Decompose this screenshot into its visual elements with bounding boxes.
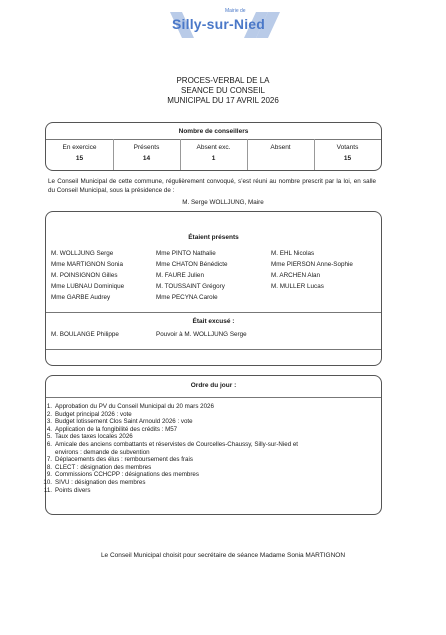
agenda-item: SIVU : désignation des membres: [55, 479, 146, 486]
title-line-3: MUNICIPAL DU 17 AVRIL 2026: [167, 96, 279, 105]
member-name: Mme PINTO Nathalie: [156, 250, 216, 257]
col-absent: Absent: [270, 144, 291, 151]
presents-header: Étaient présents: [188, 234, 239, 241]
logo-mairie-text: Mairie de: [225, 8, 246, 14]
member-name: M. POINSIGNON Gilles: [51, 272, 118, 279]
val-votants: 15: [343, 155, 352, 162]
agenda-item-continuation: environs : demande de subvention: [55, 448, 150, 456]
intro-paragraph: Le Conseil Municipal de cette commune, régulièrement convoqué, s’est réuni au nombre prescrit par la loi, en salle du Conseil Municipal, sous la présidence de :: [48, 178, 376, 194]
logo-town-name: Silly-sur-Nied: [172, 16, 266, 32]
member-name: Mme CHATON Bénédicte: [156, 261, 228, 268]
val-en-exercice: 15: [75, 155, 84, 162]
col-votants: Votants: [336, 144, 359, 151]
agenda-item: Commissions CCHCPP : désignations des membres: [55, 471, 199, 479]
title-line-2: SEANCE DU CONSEIL: [180, 86, 266, 95]
agenda-item: Taux des taxes locales 2026: [55, 433, 133, 441]
attendance-box: [45, 211, 382, 366]
val-presents: 14: [142, 155, 151, 162]
member-name: M. FAURE Julien: [156, 272, 204, 279]
member-name: Mme GARBE Audrey: [51, 294, 111, 301]
member-name: M. ARCHEN Alan: [271, 272, 320, 279]
president-line: M. Serge WOLLJUNG, Maire: [182, 199, 264, 206]
agenda-item: CLECT : désignation des membres: [55, 463, 152, 471]
agenda-item-number: 8.: [46, 463, 52, 471]
agenda-item: Budget lotissement Clos Saint Arnould 2026 : vote: [55, 418, 193, 426]
excused-member: M. BOULANGE Philippe: [51, 331, 119, 338]
counts-header: Nombre de conseillers: [178, 128, 249, 135]
pouvoir-text: Pouvoir à M. WOLLJUNG Serge: [156, 331, 247, 338]
agenda-item: Points divers: [55, 486, 91, 494]
agenda-item-number: 1.: [46, 403, 52, 410]
col-en-exercice: En exercice: [62, 144, 97, 151]
excuses-header: Était excusé :: [192, 318, 235, 325]
town-logo: [170, 8, 280, 42]
agenda-item-number: 5.: [46, 433, 52, 441]
val-absent-exc: 1: [211, 155, 216, 162]
agenda-item: Amicale des anciens combattants et réservistes de Courcelles-Chaussy, Silly-sur-Nied et: [55, 441, 299, 448]
member-name: Mme MARTIGNON Sonia: [51, 261, 123, 268]
agenda-header: Ordre du jour :: [190, 382, 237, 389]
member-name: M. MULLER Lucas: [271, 283, 324, 290]
member-name: Mme LUBNAU Dominique: [51, 283, 125, 290]
col-presents: Présents: [133, 144, 160, 151]
agenda-item-number: 7.: [46, 456, 52, 464]
secretary-statement: Le Conseil Municipal choisit pour secrétaire de séance Madame Sonia MARTIGNON: [100, 552, 346, 559]
agenda-item-number: 3.: [46, 418, 52, 426]
member-name: M. WOLLJUNG Serge: [51, 250, 114, 257]
agenda-item: Application de la fongibilité des crédits : M57: [55, 425, 178, 433]
member-name: M. EHL Nicolas: [271, 250, 315, 257]
agenda-item-number: 10.: [43, 479, 52, 486]
agenda-item-number: 2.: [46, 410, 52, 418]
agenda-item-number: 6.: [46, 441, 52, 448]
page-title: [0, 76, 446, 106]
agenda-item-number: 9.: [46, 471, 52, 479]
member-name: M. TOUSSAINT Grégory: [156, 283, 225, 290]
counts-table: [45, 122, 382, 171]
agenda-item: Budget principal 2026 : vote: [55, 410, 132, 418]
agenda-item: Déplacements des élus : remboursement des frais: [55, 456, 193, 464]
member-name: Mme PIERSON Anne-Sophie: [271, 261, 353, 268]
member-name: Mme PECYNA Carole: [156, 294, 218, 301]
col-absent-exc: Absent exc.: [196, 144, 231, 151]
agenda-item-number: 11.: [43, 486, 52, 494]
agenda-item: Approbation du PV du Conseil Municipal du 20 mars 2026: [55, 403, 214, 410]
agenda-item-number: 4.: [46, 425, 52, 433]
agenda-box: [45, 375, 382, 515]
title-line-1: PROCES-VERBAL DE LA: [176, 76, 270, 85]
